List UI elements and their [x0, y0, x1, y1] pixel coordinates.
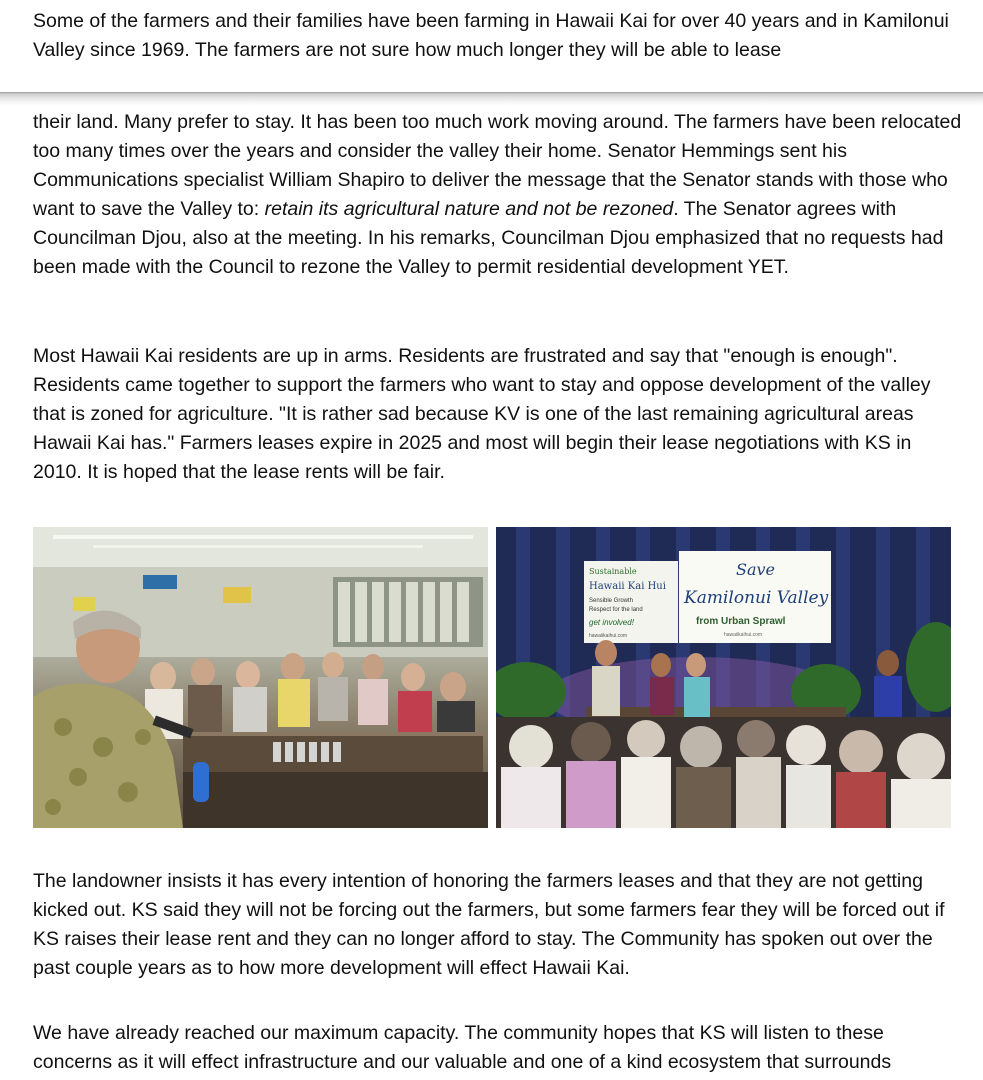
- right-sign-valley-name: Kamilonui Valley: [684, 588, 829, 608]
- community-meeting-photo: [33, 527, 488, 828]
- right-sign-save: Save: [736, 560, 776, 579]
- paragraph-5: We have already reached our maximum capacity. The community hopes that KS will listen to these concerns as it will effect infrastructure and our valuable and one of a kind ecosystem that surrounds: [33, 1022, 892, 1073]
- page-break-divider: [0, 92, 983, 106]
- left-sign-line-3: Sensible Growth: [589, 598, 634, 604]
- left-sign-line-4: Respect for the land: [589, 607, 643, 613]
- paragraph-2-text-start: their land. Many prefer to stay. It has been too much work moving around. The farmers have been relocated too many times over the years and consider the valley their home. Senator Hemmings sent his Communications specialist William Shapiro to deliver the message that the Senator stands with those who want to save the Valley to:: [33, 111, 962, 220]
- stage-event-illustration: [496, 527, 951, 828]
- paragraph-4: The landowner insists it has every intention of honoring the farmers leases and that they are not getting kicked out. KS said they will not be forcing out the farmers, but some farmers fear they will be forced out if KS raises their lease rent and they can no longer afford to stay. The Community has spoken out over the past couple years as to how more development will effect Hawaii Kai.: [33, 870, 945, 979]
- paragraph-2: [33, 108, 963, 282]
- left-sign-line-5: get involved!: [589, 618, 634, 627]
- paragraph-2-text-end: . The Senator agrees with Councilman Djou, also at the meeting. In his remarks, Councilman Djou emphasized that no requests had been made with the Council to rezone the Valley to permit residential development YET.: [33, 198, 944, 278]
- right-sign-urban-sprawl: from Urban Sprawl: [696, 616, 786, 627]
- left-sign-line-1: Sustainable: [589, 567, 637, 576]
- save-kamilonui-valley-event-photo: [496, 527, 951, 828]
- paragraph-2-italic-quote: retain its agricultural nature and not be rezoned: [264, 198, 674, 220]
- paragraph-1: Some of the farmers and their families have been farming in Hawaii Kai for over 40 years and in Kamilonui Valley since 1969. The farmers are not sure how much longer they will be able to lease: [33, 10, 949, 61]
- right-sign-website: hawaiikaihui.com: [724, 632, 763, 638]
- left-sign-line-2: Hawaii Kai Hui: [589, 581, 666, 592]
- left-sign-line-6: hawaiikaihui.com: [589, 633, 628, 639]
- community-meeting-illustration: [33, 527, 488, 828]
- paragraph-3: Most Hawaii Kai residents are up in arms. Residents are frustrated and say that "enough is enough". Residents came together to support the farmers who want to stay and oppose development of the valley that is zoned for agriculture. "It is rather sad because KV is one of the last remaining agricultural areas Hawaii Kai has." Farmers leases expire in 2025 and most will begin their lease negotiations with KS in 2010. It is hoped that the lease rents will be fair.: [33, 345, 931, 483]
